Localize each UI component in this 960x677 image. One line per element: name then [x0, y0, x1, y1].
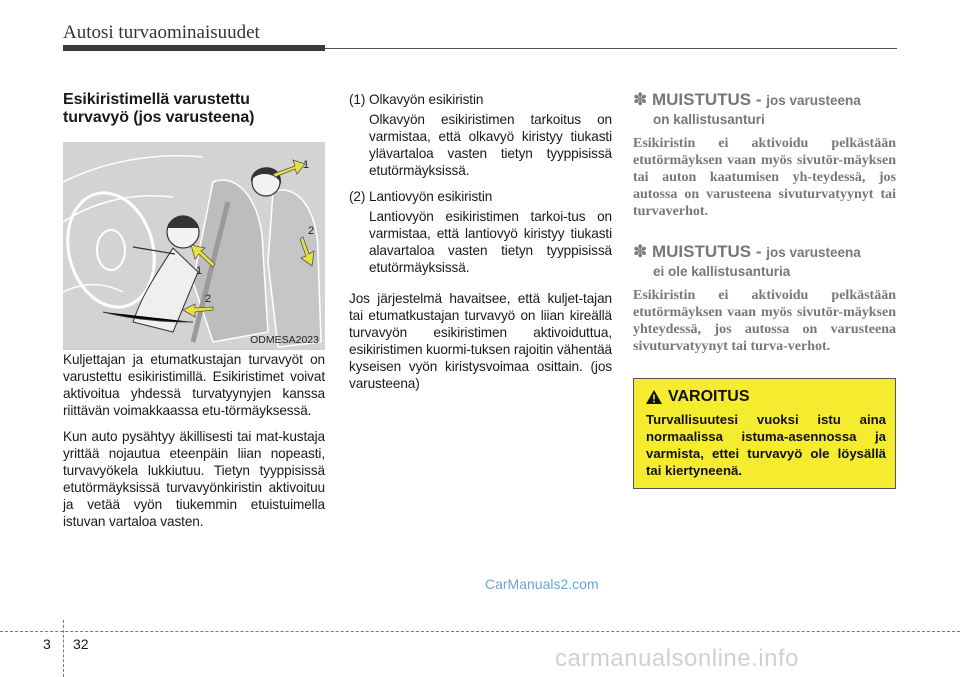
item1-label: (1) Olkavyön esikiristin [349, 92, 484, 107]
note2-title-small: jos varusteena [766, 245, 861, 260]
pretensioner-activation: Kun auto pysähtyy äkillisesti tai mat-kustaja yrittää nojautua eteenpäin liian nopeasti, turvavyökela lukkiutuu. Tietyn tyyppisissä etutörmäyksissä turvavyönkiristin aktivoituu ja vetää vyön tiukemmin etuistuimella istuvan vartaloa vasten. [63, 429, 325, 529]
item2-label: (2) Lantiovyön esikiristin [349, 189, 493, 204]
warning-heading [646, 388, 749, 406]
note1-title: MUISTUTUS - [651, 90, 762, 109]
note-no-rollover-sensor [633, 242, 896, 355]
item2-text: Lantiovyön esikiristimen tarkoi-tus on varmistaa, että lantiovyö kiristyy tiukasti alavartaloa vasten tietyn tyyppisissä etutörmäyksissä. [369, 209, 612, 275]
section-heading-line2: turvavyö (jos varusteena) [63, 109, 255, 126]
page-number: 32 [73, 636, 89, 652]
header-rule [325, 48, 897, 49]
footer-rule [0, 631, 960, 632]
callout-2-top: 2 [308, 225, 315, 237]
note1-star-icon: ✽ [633, 90, 648, 109]
load-limiter-text: Jos järjestelmä havaitsee, että kuljet-tajan tai etumatkustajan turvavyö on liian kireällä turvavyön esikiristimen aktivoiduttua, esikiristimen kuormi-tuksen rajoitin vähentää kyseisen vyön kiristysvoimaa osittain. (jos varusteena) [349, 291, 612, 391]
item1-text: Olkavyön esikiristimen tarkoitus on varmistaa, että olkavyö kiristyy tiukasti ylävartaloa vasten tietyn tyyppisissä etutörmäyksissä. [369, 112, 612, 178]
note2-subtitle: ei ole kallistusanturia [653, 264, 791, 279]
warning-title: VAROITUS [668, 388, 750, 405]
note1-heading [633, 90, 896, 129]
car-interior-drawing [63, 142, 325, 350]
arrow-shoulder-passenger [273, 160, 305, 177]
note1-subtitle: on kallistusanturi [653, 112, 765, 127]
right-column [633, 90, 896, 355]
note2-heading [633, 242, 896, 281]
carmanuals-watermark: CarManuals2.com [485, 576, 599, 592]
section-heading-line1: Esikiristimellä varustettu [63, 91, 250, 108]
warning-text: Turvallisuutesi vuoksi istu aina normaalissa istuma-asennossa ja varmista, ettei turvavyö ole löysällä tai kiertyneenä. [646, 412, 886, 478]
left-column [63, 91, 325, 136]
note2-body: Esikiristin ei aktivoidu pelkästään etutörmäyksen vaan myös sivutör-mäyksen yhteydessä, jos autossa on varusteena sivuturvatyynyt tai turva-verhot. [633, 288, 896, 354]
note-rollover-sensor [633, 90, 896, 220]
warning-box [633, 378, 896, 489]
callout-1-bottom: 1 [196, 265, 203, 277]
note2-star-icon: ✽ [633, 242, 648, 261]
note1-title-small: jos varusteena [766, 93, 861, 108]
section-heading [63, 91, 325, 127]
pretensioner-illustration [63, 142, 325, 350]
callout-1-top: 1 [303, 159, 310, 171]
site-watermark: carmanualsonline.info [555, 645, 799, 672]
figure-code: ODMESA2023 [250, 334, 319, 346]
middle-column [349, 91, 612, 401]
chapter-number: 3 [43, 636, 51, 652]
left-column-body [63, 351, 325, 539]
footer-divider [63, 620, 64, 677]
note2-title: MUISTUTUS - [651, 242, 762, 261]
callout-2-bottom: 2 [205, 293, 212, 305]
header-bar [63, 45, 325, 51]
warning-triangle-icon [646, 390, 662, 404]
pretensioner-intro: Kuljettajan ja etumatkustajan turvavyöt on varustettu esikiristimillä. Esikiristimet voivat aktivoitua yhdessä turvatyynyjen kanssa riittävän voimakkaassa etu-törmäyksessä. [63, 352, 325, 418]
section-header-title: Autosi turvaominaisuudet [63, 22, 260, 43]
note1-body: Esikiristin ei aktivoidu pelkästään etutörmäyksen vaan myös sivutör-mäyksen tai auton kaatumisen yh-teydessä, jos autossa on varusteena sivuturvatyynyt tai turvaverhot. [633, 136, 896, 219]
